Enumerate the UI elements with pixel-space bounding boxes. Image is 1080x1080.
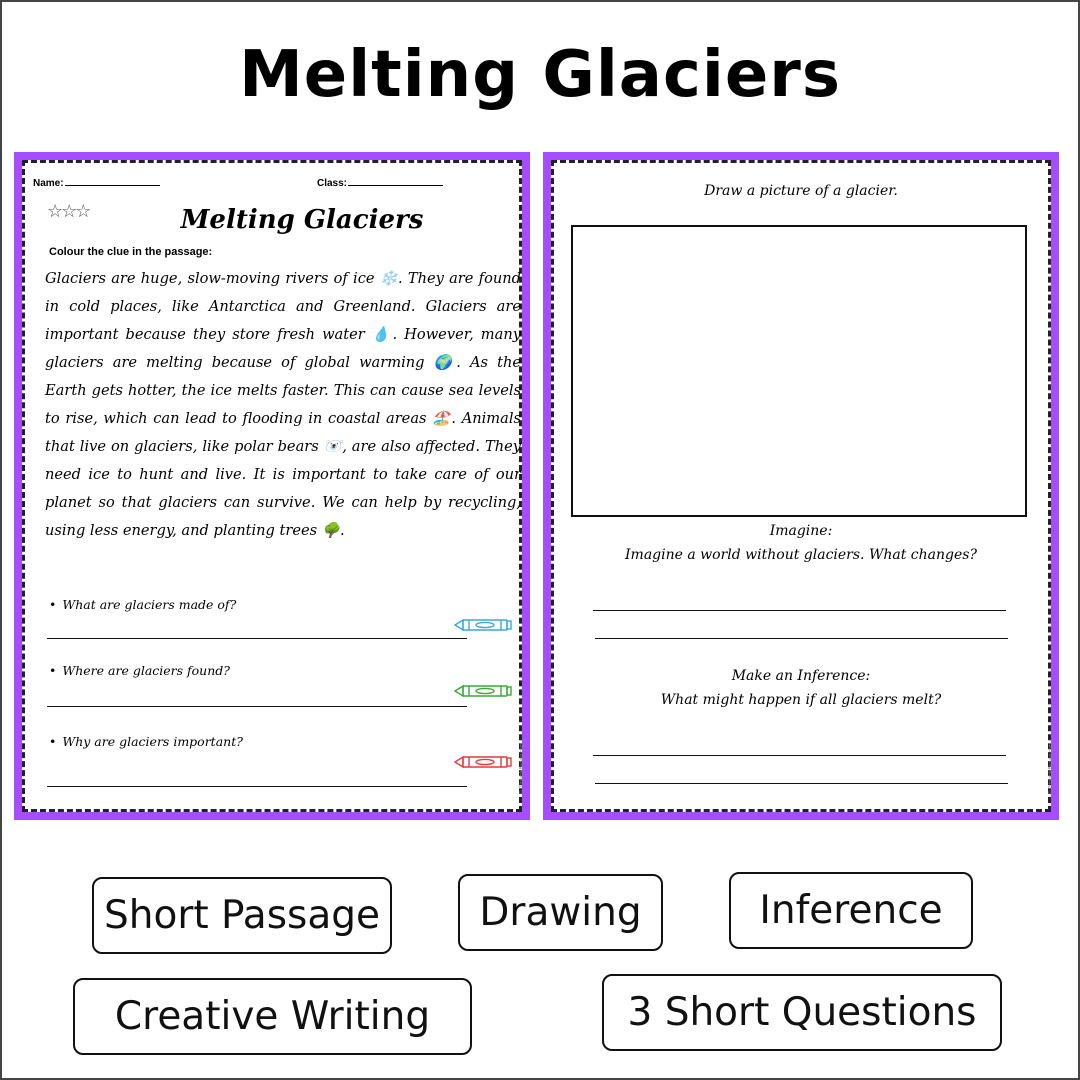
question-3 [49, 734, 243, 749]
inference-heading: Make an Inference: [731, 668, 871, 684]
green-crayon-icon [453, 683, 513, 699]
name-label: Name: [33, 178, 64, 189]
question-2-text: Where are glaciers found? [62, 663, 230, 678]
question-1 [49, 597, 236, 612]
class-field [317, 177, 443, 189]
tag-drawing: Drawing [458, 874, 663, 951]
answer-line-2[interactable] [47, 706, 467, 707]
red-crayon-icon [453, 754, 513, 770]
worksheet-page [22, 160, 525, 812]
inference-question: What might happen if all glaciers melt? [660, 692, 942, 708]
tag-inference: Inference [729, 872, 973, 949]
bullet-icon: • [49, 734, 57, 749]
imagine-answer-line-1[interactable] [593, 610, 1006, 611]
imagine-answer-line-2[interactable] [595, 638, 1008, 639]
copyright-mark: © PrintableBazaar.com [1048, 743, 1054, 795]
instruction-text: Colour the clue in the passage: [49, 246, 213, 258]
imagine-question: Imagine a world without glaciers. What changes? [625, 547, 977, 563]
drawing-box[interactable] [571, 225, 1027, 517]
inference-answer-line-2[interactable] [595, 783, 1008, 784]
bullet-icon: • [49, 597, 57, 612]
tag-short-passage: Short Passage [92, 877, 392, 954]
imagine-heading: Imagine: [769, 523, 833, 539]
reading-passage: Glaciers are huge, slow-moving rivers of ice ❄️. They are found in cold places, like Antarctica and Greenland. Glaciers are important because they store fresh water 💧. However, many glaciers are melting because of global warming 🌍. As the Earth gets hotter, the ice melts faster. This can cause sea levels to rise, which can lead to flooding in coastal areas 🏖️. Animals that live on glaciers, like polar bears 🐻‍❄️, are also affected. They need ice to hunt and live. It is important to take care of our planet so that glaciers can survive. We can help by recycling, using less energy, and planting trees 🌳. [45, 270, 521, 539]
tag-3-short-questions: 3 Short Questions [602, 974, 1002, 1051]
reading-worksheet-preview [14, 152, 530, 820]
question-2 [49, 663, 230, 678]
draw-prompt: Draw a picture of a glacier. [704, 183, 898, 199]
worksheet-page [551, 160, 1054, 812]
question-3-text: Why are glaciers important? [62, 734, 243, 749]
answer-line-1[interactable] [47, 638, 467, 639]
inference-answer-line-1[interactable] [593, 755, 1006, 756]
name-line [65, 177, 160, 186]
tag-creative-writing: Creative Writing [73, 978, 472, 1055]
class-line [348, 177, 443, 186]
question-1-text: What are glaciers made of? [62, 597, 237, 612]
name-field [33, 177, 160, 189]
copyright-mark: © PrintableBazaar.com [519, 743, 525, 795]
page-title: Melting Glaciers [239, 38, 841, 112]
star-rating-icon: ☆☆☆ [47, 201, 90, 222]
worksheet-title: Melting Glaciers [180, 205, 424, 235]
answer-line-3[interactable] [47, 786, 467, 787]
activity-worksheet-preview [543, 152, 1059, 820]
blue-crayon-icon [453, 617, 513, 633]
class-label: Class: [317, 178, 348, 189]
bullet-icon: • [49, 663, 57, 678]
